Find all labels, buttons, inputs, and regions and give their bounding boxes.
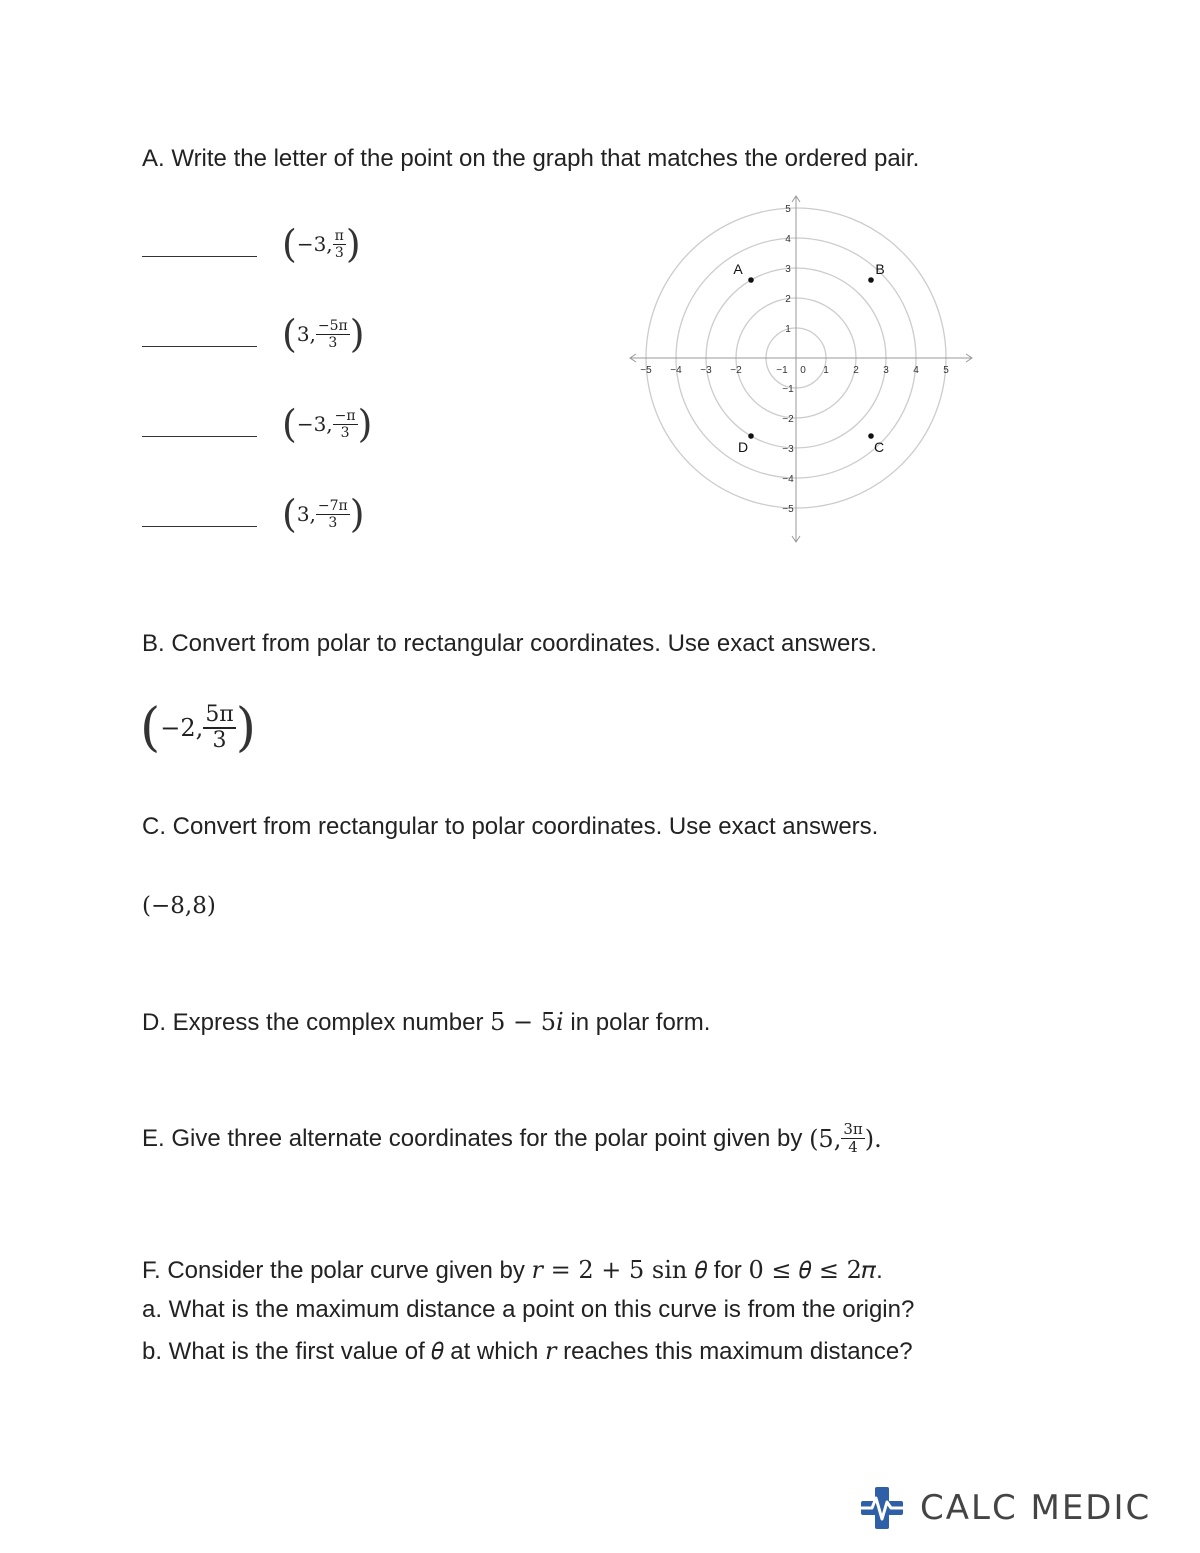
pair-3-prefix: −3, [296, 412, 333, 436]
y-tick-label: −3 [782, 444, 794, 455]
point-a [748, 277, 754, 283]
section-d-expression: 5 − 5𝑖 [490, 1008, 564, 1036]
section-f-b-text-3: reaches this maximum distance? [556, 1338, 913, 1365]
calc-medic-logo [858, 1485, 1151, 1531]
pair-1-prefix: −3, [296, 232, 333, 256]
section-f-text-1: F. Consider the polar curve given by [142, 1257, 532, 1284]
section-f-equation: 𝑟 = 2 + 5 sin 𝜃 [531, 1256, 708, 1284]
pair-1-num: π [334, 227, 344, 244]
section-b-prompt: B. Convert from polar to rectangular coordinates. Use exact answers. [142, 630, 877, 657]
x-tick-label: −1 [776, 365, 788, 376]
answer-blank-3[interactable] [142, 436, 257, 437]
section-d-prompt [142, 1008, 710, 1037]
x-tick-label: −4 [670, 365, 682, 376]
pair-4-num: −7π [317, 497, 348, 514]
x-tick-label: 3 [883, 365, 889, 376]
section-e-num: 3π [843, 1120, 863, 1138]
section-f-part-b [142, 1337, 913, 1366]
point-d [748, 433, 754, 439]
section-e-text: E. Give three alternate coordinates for the polar point given by [142, 1124, 810, 1152]
section-f-text-2: for [707, 1257, 749, 1284]
section-f-b-r: 𝑟 [544, 1337, 557, 1365]
section-e-pair-prefix: (5, [809, 1124, 842, 1153]
section-c-pair: (−8,8) [142, 893, 216, 919]
logo-text: CALC MEDIC [920, 1488, 1152, 1528]
section-f-part-a: a. What is the maximum distance a point on this curve is from the origin? [142, 1296, 915, 1323]
x-tick-label: −3 [700, 365, 712, 376]
x-tick-label: −5 [640, 365, 652, 376]
section-b-den: 3 [212, 728, 227, 753]
point-label-d: D [737, 439, 749, 455]
section-e-prompt [142, 1122, 882, 1155]
point-label-b: B [875, 261, 885, 277]
section-e-pair-suffix: ). [864, 1124, 882, 1153]
y-tick-label: 5 [785, 204, 791, 215]
section-a-prompt: A. Write the letter of the point on the graph that matches the ordered pair. [142, 145, 920, 172]
section-b-prefix: −2, [160, 714, 204, 742]
y-tick-label: 4 [785, 234, 791, 245]
pair-4-den: 3 [328, 514, 338, 531]
pair-1-den: 3 [334, 244, 344, 261]
section-c-prompt: C. Convert from rectangular to polar coordinates. Use exact answers. [142, 813, 879, 840]
pair-2-prefix: 3, [296, 322, 316, 346]
x-tick-label: 0 [800, 365, 806, 376]
point-label-a: A [733, 261, 743, 277]
ordered-pair-1: ( −3, $\frac{\pi}{3}$ ) [282, 222, 361, 266]
section-e-den: 4 [848, 1138, 858, 1156]
x-tick-label: 4 [913, 365, 919, 376]
section-f-b-theta: 𝜃 [431, 1337, 444, 1365]
section-b-num: 5π [205, 702, 234, 727]
section-f-domain: 0 ≤ 𝜃 ≤ 2𝜋 [748, 1256, 877, 1284]
ordered-pair-4: ( 3, $\frac{-7\pi}{3}$ ) [282, 492, 365, 536]
medical-cross-pulse-icon [858, 1485, 906, 1531]
section-f-prompt [142, 1256, 883, 1285]
section-d-text-2: in polar form. [563, 1009, 711, 1036]
answer-blank-1[interactable] [142, 256, 257, 257]
point-b [868, 277, 874, 283]
point-c [868, 433, 874, 439]
y-tick-label: −2 [782, 414, 794, 425]
section-d-text-1: D. Express the complex number [142, 1009, 491, 1036]
ordered-pair-2: ( 3, $\frac{-5\pi}{3}$ ) [282, 312, 365, 356]
y-tick-label: −1 [782, 384, 794, 395]
x-tick-label: 2 [853, 365, 859, 376]
x-tick-label: 5 [943, 365, 949, 376]
section-f-b-text-1: b. What is the first value of [142, 1338, 432, 1365]
y-tick-label: −5 [782, 504, 794, 515]
pair-2-den: 3 [328, 334, 338, 351]
x-tick-label: 1 [823, 365, 829, 376]
y-tick-label: 2 [785, 294, 791, 305]
answer-blank-4[interactable] [142, 526, 257, 527]
section-f-b-text-2: at which [443, 1338, 545, 1365]
y-tick-label: 3 [785, 264, 791, 275]
pair-4-prefix: 3, [296, 502, 316, 526]
y-tick-label: −4 [782, 474, 794, 485]
answer-blank-2[interactable] [142, 346, 257, 347]
point-label-c: C [873, 439, 885, 455]
pair-2-num: −5π [317, 317, 348, 334]
x-tick-label: −2 [730, 365, 742, 376]
ordered-pair-3: ( −3, $\frac{-\pi}{3}$ ) [282, 402, 373, 446]
section-f-text-3: . [876, 1257, 883, 1284]
pair-3-num: −π [334, 407, 356, 424]
section-b-pair: ( −2, $\frac{5\pi}{3}$ ) [140, 698, 257, 758]
y-tick-label: 1 [785, 324, 791, 335]
pair-3-den: 3 [340, 424, 350, 441]
polar-graph [620, 190, 980, 550]
